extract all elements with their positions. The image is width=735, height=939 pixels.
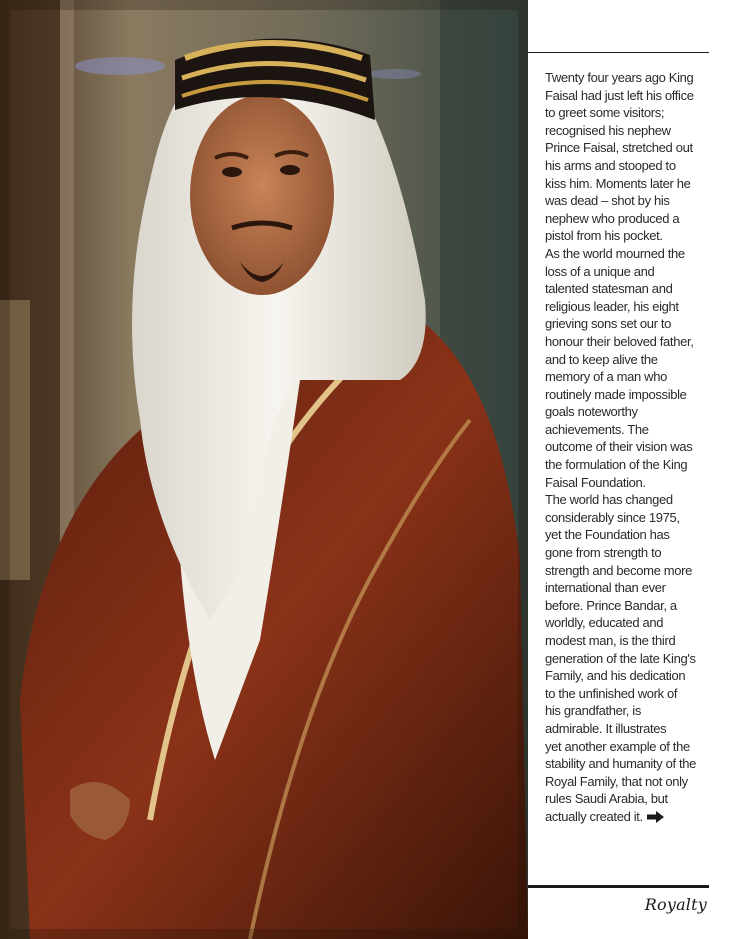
top-rule (528, 52, 709, 53)
right-arrow-icon (647, 811, 664, 823)
article-body (545, 69, 713, 826)
section-label: Royalty (644, 895, 707, 914)
article-text: Twenty four years ago King Faisal had just left his office to greet some visitors; recognised his nephew Prince Faisal, stretched out his arms and stooped to kiss him. Moments later he was dead – shot by his nephew who produced a pistol from his pocket. As the world mourned the loss of a unique and talented statesman and religious leader, his eight grieving sons set our to honour their beloved father, and to keep alive the memory of a man who routinely made impossible goals noteworthy achievements. The outcome of their vision was the formulation of the King Faisal Foundation. The world has changed considerably since 1975, yet the Foundation has gone from strength to strength and become more international than ever before. Prince Bandar, a worldly, educated and modest man, is the third generation of the late King's Family, and his dedication to the unfinished work of his grandfather, is admirable. It illustrates yet another example of the stability and humanity of the Royal Family, that not only rules Saudi Arabia, but actually created it. (545, 70, 696, 824)
bottom-rule (528, 885, 709, 888)
